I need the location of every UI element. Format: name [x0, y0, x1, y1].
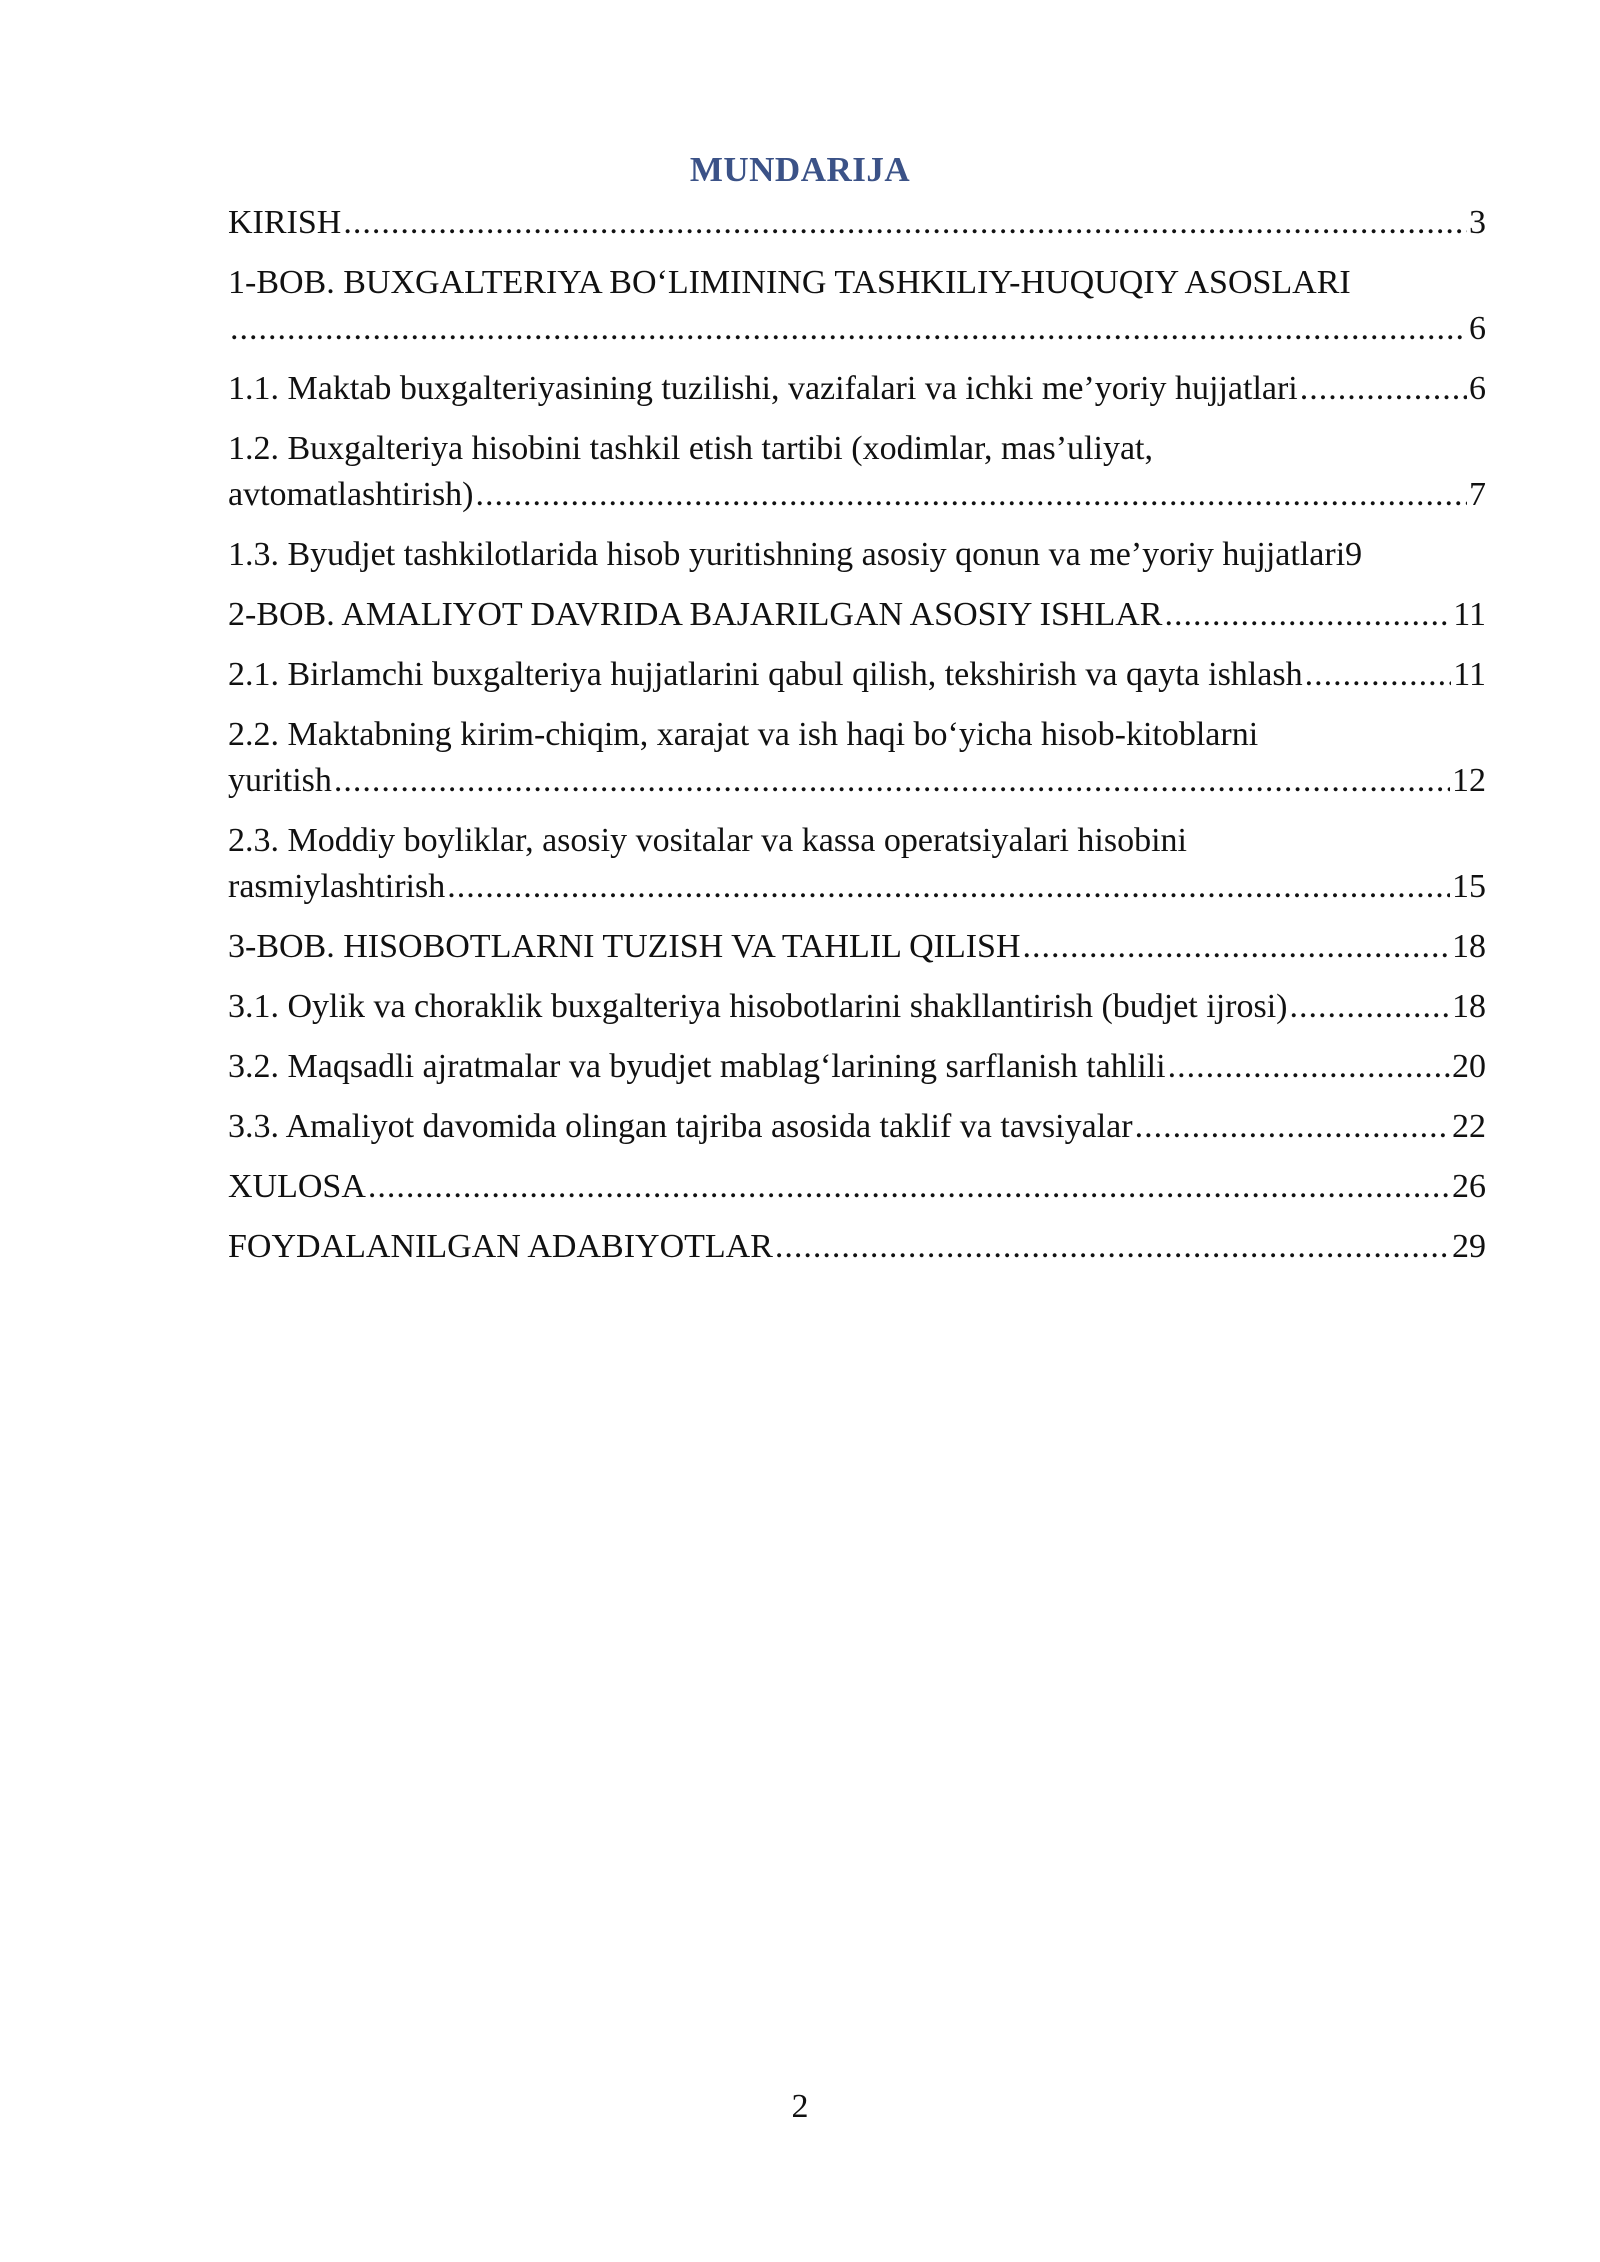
toc-entry-title-cont: yuritish: [228, 762, 332, 799]
toc-dot-leader: [1305, 652, 1452, 698]
toc-entry-1-2[interactable]: [228, 426, 1486, 518]
toc-entry-2-1[interactable]: [228, 652, 1486, 698]
toc-entry-1-3[interactable]: [228, 532, 1486, 578]
toc-entry-page: 6: [1469, 310, 1486, 347]
toc-entry-page: 9: [1345, 536, 1363, 573]
toc-entry-chapter-3[interactable]: [228, 924, 1486, 970]
toc-entry-title: 2-BOB. AMALIYOT DAVRIDA BAJARILGAN ASOSIY ISHLAR: [228, 596, 1163, 633]
toc-entry-title: KIRISH: [228, 204, 342, 241]
toc-entry-3-1[interactable]: [228, 984, 1486, 1030]
toc-entry-kirish[interactable]: [228, 200, 1486, 246]
toc-dot-leader: [230, 306, 1467, 352]
toc-entry-page: 12: [1452, 762, 1486, 799]
toc-entry-title: 1-BOB. BUXGALTERIYA BO‘LIMINING TASHKILIY-HUQUQIY ASOSLARI: [228, 264, 1351, 301]
toc-entry-page: 3: [1469, 204, 1486, 241]
toc-entry-2-3[interactable]: [228, 818, 1486, 910]
toc-dot-leader: [476, 472, 1467, 518]
toc-dot-leader: [1023, 924, 1450, 970]
toc-entry-chapter-1[interactable]: [228, 260, 1486, 352]
toc-entry-title: 1.1. Maktab buxgalteriyasining tuzilishi, vazifalari va ichki me’yoriy hujjatlari: [228, 370, 1298, 407]
toc-entry-page: 20: [1452, 1048, 1486, 1085]
toc-entry-page: 15: [1452, 868, 1486, 905]
toc-entry-page: 7: [1469, 476, 1486, 513]
toc-dot-leader: [1300, 366, 1467, 412]
toc-dot-leader: [447, 864, 1450, 910]
toc-entry-page: 18: [1452, 988, 1486, 1025]
toc-entry-page: 11: [1453, 656, 1486, 693]
toc-entry-title: 3-BOB. HISOBOTLARNI TUZISH VA TAHLIL QILISH: [228, 928, 1021, 965]
toc-dot-leader: [1289, 984, 1450, 1030]
toc-entry-page: 6: [1469, 370, 1486, 407]
toc-entry-adabiyotlar[interactable]: [228, 1224, 1486, 1270]
toc-dot-leader: [1164, 592, 1451, 638]
toc-dot-leader: [343, 200, 1467, 246]
toc-entry-page: 29: [1452, 1228, 1486, 1265]
toc-title: MUNDARIJA: [689, 150, 911, 189]
toc-entry-title: 2.3. Moddiy boyliklar, asosiy vositalar va kassa operatsiyalari hisobini: [228, 822, 1187, 859]
toc-entry-xulosa[interactable]: [228, 1164, 1486, 1210]
toc-entry-page: 22: [1452, 1108, 1486, 1145]
toc-dot-leader: [775, 1224, 1450, 1270]
toc-entry-title-cont: rasmiylashtirish: [228, 868, 446, 905]
toc-entry-title-cont: avtomatlashtirish): [228, 476, 474, 513]
page-number: 2: [791, 2088, 809, 2125]
toc-entry-chapter-2[interactable]: [228, 592, 1486, 638]
toc-dot-leader: [1168, 1044, 1450, 1090]
toc-dot-leader: [334, 758, 1450, 804]
toc-entry-title: 3.2. Maqsadli ajratmalar va byudjet mablag‘larining sarflanish tahlili: [228, 1048, 1166, 1085]
toc-entry-page: 18: [1452, 928, 1486, 965]
toc-dot-leader: [368, 1164, 1450, 1210]
toc-entry-title: 3.1. Oylik va choraklik buxgalteriya hisobotlarini shakllantirish (budjet ijrosi): [228, 988, 1288, 1025]
toc-entry-1-1[interactable]: [228, 366, 1486, 412]
toc-entry-3-2[interactable]: [228, 1044, 1486, 1090]
toc-entry-title: 3.3. Amaliyot davomida olingan tajriba asosida taklif va tavsiyalar: [228, 1108, 1133, 1145]
toc-entry-title: 2.1. Birlamchi buxgalteriya hujjatlarini qabul qilish, tekshirish va qayta ishlash: [228, 656, 1303, 693]
toc-dot-leader: [1135, 1104, 1450, 1150]
toc-entry-title: 2.2. Maktabning kirim-chiqim, xarajat va ish haqi bo‘yicha hisob-kitoblarni: [228, 716, 1259, 753]
toc-entry-page: 26: [1452, 1168, 1486, 1205]
toc-entry-page: 11: [1453, 596, 1486, 633]
toc-entry-title: 1.2. Buxgalteriya hisobini tashkil etish tartibi (xodimlar, mas’uliyat,: [228, 430, 1153, 467]
toc-entry-2-2[interactable]: [228, 712, 1486, 804]
toc-entry-title: XULOSA: [228, 1168, 366, 1205]
toc-entry-3-3[interactable]: [228, 1104, 1486, 1150]
toc-entry-title: 1.3. Byudjet tashkilotlarida hisob yuritishning asosiy qonun va me’yoriy hujjatlari: [228, 536, 1346, 573]
toc-entry-title: FOYDALANILGAN ADABIYOTLAR: [228, 1228, 773, 1265]
table-of-contents: [228, 200, 1486, 1284]
